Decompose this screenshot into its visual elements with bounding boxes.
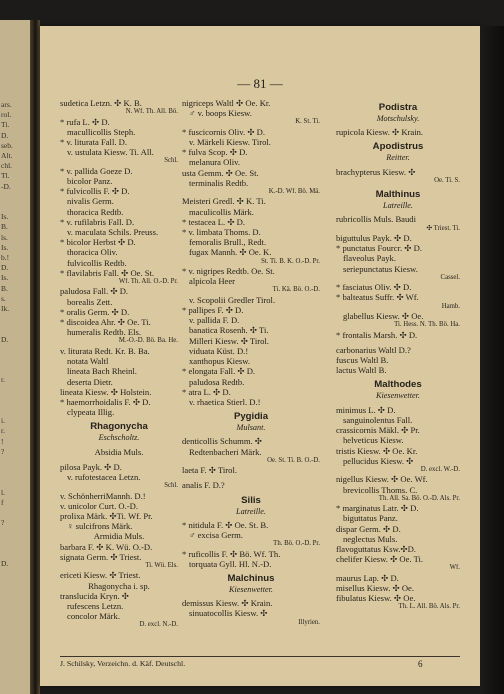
- species-entry: v. ustulata Kiesw. Ti. All.: [67, 147, 154, 158]
- locality-note: ✣ Triest. Ti.: [426, 224, 460, 232]
- subgenus-heading: Absidia Muls.: [94, 446, 144, 457]
- species-entry: * v. rufilabris Fall. D.: [60, 216, 135, 227]
- prev-page-fragment: Is.: [1, 212, 9, 222]
- species-entry: * flavilabris Fall. ✣ Oe. St.: [60, 267, 155, 278]
- locality-note: Schl.: [164, 482, 178, 490]
- species-entry: * punctatus Fourcr. ✣ D.: [336, 243, 422, 254]
- genus-heading: Malchinus: [227, 572, 275, 584]
- species-entry: fulvicollis Redtb.: [67, 257, 127, 268]
- species-entry: glabellus Kiesw. ✣ Oe.: [343, 311, 424, 322]
- species-entry: demissus Kiesw. ✣ Krain.: [182, 598, 273, 609]
- species-entry: brevicollis Thoms. C.: [343, 484, 418, 495]
- species-entry: torquata Gyll. Hl. N.-D.: [189, 558, 272, 569]
- species-entry: fibulatus Kiesw. ✣ Oe.: [336, 593, 416, 604]
- species-entry: biguttatus Panz.: [343, 513, 398, 524]
- species-entry: barbara F. ✣ K. Wü. O.-D.: [60, 541, 153, 552]
- species-entry: rupicola Kiesw. ✣ Krain.: [336, 127, 424, 138]
- species-entry: pilosa Payk. ✣ D.: [60, 461, 122, 472]
- species-entry: clypeata Illig.: [67, 407, 115, 418]
- prev-page-fragment: D.: [1, 263, 9, 273]
- prev-page-fragment: seb.: [1, 140, 13, 150]
- genus-heading: Pygidia: [233, 411, 269, 423]
- species-entry: misellus Kiesw. ✣ Oe.: [336, 582, 415, 593]
- locality-note: Ti. Wü. Els.: [145, 561, 178, 569]
- species-entry: Milleri Kiesw. ✣ Tirol.: [189, 335, 269, 346]
- species-entry: * oralis Germ. ✣ D.: [60, 306, 130, 317]
- species-entry: sanguinolentus Fall.: [343, 414, 413, 425]
- locality-note: D. excl. W.-D.: [420, 465, 460, 473]
- species-entry: v. rufotestacea Letzn.: [67, 471, 141, 482]
- subgenus-heading: Rhagonycha i. sp.: [88, 580, 150, 591]
- species-entry: brachypterus Kiesw. ✣: [336, 166, 416, 177]
- species-entry: signata Germ. ✣ Triest.: [60, 551, 142, 562]
- species-entry: nigriceps Waltl ✣ Oe. Kr.: [182, 98, 271, 108]
- prev-page-fragment: ?: [1, 518, 5, 528]
- locality-note: Oe. St. Ti. B. O.-D.: [267, 456, 320, 464]
- genus-heading: Malthodes: [374, 379, 422, 391]
- species-entry: paludosa Redtb.: [189, 376, 245, 387]
- species-entry: * fulvicollis F. ✣ D.: [60, 186, 130, 197]
- species-entry: lactus Waltl B.: [336, 365, 387, 376]
- locality-note: Oe. Ti. S.: [434, 176, 460, 184]
- species-entry: minimus L. ✣ D.: [336, 404, 396, 415]
- locality-note: D. excl. N.-D.: [139, 621, 178, 629]
- prev-page-fragment: Is.: [1, 273, 9, 283]
- species-entry: v. pallida F. D.: [189, 315, 240, 326]
- species-entry: * pallipes F. ✣ D.: [182, 305, 244, 316]
- species-entry: ericeti Kiesw. ✣ Triest.: [60, 570, 141, 581]
- species-column-3: [336, 98, 460, 612]
- genus-author: Motschulsky.: [376, 114, 420, 123]
- prev-page-fragment: i.: [1, 416, 5, 426]
- subgenus-heading: Armidia Muls.: [93, 531, 145, 542]
- genus-author: Mulsant.: [236, 423, 266, 433]
- species-entry: laeta F. ✣ Tirol.: [182, 465, 237, 476]
- locality-note: Ti. Kä. Bö. O.-D.: [272, 286, 320, 294]
- species-entry: bicolor Panz.: [67, 176, 113, 187]
- species-entry: * ruficollis F. ✣ Bö. Wf. Th.: [182, 548, 281, 559]
- species-entry: notata Waltl: [67, 356, 109, 367]
- locality-note: Wf.: [449, 564, 460, 572]
- prev-page-fragment: r.: [1, 375, 5, 385]
- species-entry: lineata Bach Rheinl.: [67, 366, 137, 377]
- species-entry: melanura Oliv.: [189, 157, 240, 168]
- species-entry: * v. nigripes Redtb. Oe. St.: [182, 266, 275, 277]
- species-entry: sudetica Letzn. ✣ K. B.: [60, 98, 142, 108]
- genus-heading: Malthinus: [375, 189, 421, 201]
- footer-rule: [60, 656, 460, 657]
- species-entry: prolixa Märk. ✣Ti. Wf. Pr.: [60, 510, 153, 521]
- genus-author: Kiesenwetter.: [229, 584, 273, 594]
- genus-author: Kiesenwetter.: [376, 391, 420, 401]
- species-entry: fugax Mannh. ✣ Oe. K.: [189, 247, 272, 258]
- genus-author: Eschscholtz.: [98, 433, 140, 443]
- species-column-1: [60, 98, 178, 630]
- prev-page-fragment: Tl.: [1, 171, 10, 181]
- prev-page-fragment: Ti.: [1, 120, 10, 130]
- species-entry: translucida Kryn. ✣: [60, 590, 130, 601]
- species-entry: nivalis Germ.: [67, 196, 114, 207]
- species-entry: biguttulus Payk. ✣ D.: [336, 233, 412, 244]
- species-entry: * nitidula F. ✣ Oe. St. B.: [182, 519, 269, 530]
- species-entry: flaveolus Payk.: [343, 253, 396, 264]
- species-entry: xanthopus Kiesw.: [189, 356, 251, 367]
- locality-note: K.-D. Wf. Bö. Mä.: [268, 188, 320, 196]
- species-entry: * balteatus Suffr. ✣ Wf.: [336, 292, 419, 303]
- species-entry: dispar Germ. ✣ D.: [336, 523, 401, 534]
- species-entry: * atra L. ✣ D.: [182, 386, 231, 397]
- locality-note: Ti. Hess. N. Th. Bö. Ha.: [394, 321, 460, 329]
- locality-note: Hamb.: [441, 302, 460, 310]
- prev-page-fragment: B.: [1, 283, 8, 293]
- prev-page-fragment: B.: [1, 222, 8, 232]
- species-entry: * fasciatus Oliv. ✣ D.: [336, 282, 412, 293]
- locality-note: Th. Bö. O.-D. Pr.: [273, 540, 320, 548]
- prev-page-fragment: Alt.: [1, 151, 13, 160]
- prev-page-fragment: l.: [1, 487, 5, 497]
- genus-heading: Silis: [241, 494, 261, 506]
- species-entry: seriepunctatus Kiesw.: [343, 263, 418, 274]
- species-entry: borealis Zett.: [67, 296, 113, 307]
- species-entry: maculicollis Märk.: [189, 206, 254, 217]
- genus-author: Reitter.: [386, 153, 410, 163]
- species-entry: * frontalis Marsh. ✣ D.: [336, 329, 418, 340]
- species-entry: crassicornis Mäkl. ✣ Pr.: [336, 425, 420, 436]
- prev-page-fragment: ls.: [1, 232, 8, 242]
- species-entry: neglectus Muls.: [343, 533, 398, 544]
- prev-page-fragment: f: [1, 497, 4, 507]
- species-entry: v. Scopolii Gredler Tirol.: [189, 294, 276, 305]
- species-entry: Redtenbacheri Märk.: [189, 446, 262, 457]
- species-entry: humeralis Redtb. Els.: [67, 327, 141, 338]
- prev-page-fragment: D.: [1, 559, 9, 568]
- prev-page-fragment: !: [1, 436, 4, 446]
- prev-page-fragment: Is.: [1, 242, 9, 252]
- species-entry: v. unicolor Curt. O.-D.: [60, 500, 138, 511]
- species-entry: * rufa L. ✣ D.: [60, 116, 110, 127]
- species-entry: ♀ sulcifrons Märk.: [67, 521, 133, 532]
- locality-note: Wf. Th. All. O.-D. Pr.: [118, 278, 178, 286]
- prev-page-fragment: b.!: [1, 253, 10, 262]
- species-entry: * v. limbata Thoms. D.: [182, 227, 261, 238]
- species-entry: chelifer Kiesw. ✣ Oe. Ti.: [336, 554, 424, 565]
- species-entry: * marginatus Latr. ✣ D.: [336, 503, 419, 514]
- species-entry: v. rhaetica Stierl. D.!: [189, 396, 261, 407]
- prev-page-fragment: s.: [1, 293, 6, 303]
- species-entry: flavoguttatus Ksw.✣D.: [336, 543, 416, 554]
- species-column-2: [182, 98, 320, 627]
- prev-page-fragment: rol.: [1, 110, 12, 120]
- species-entry: * haemorrhoidalis F. ✣ D.: [60, 396, 151, 407]
- background-edge: [480, 26, 504, 694]
- species-entry: Meisteri Gredl. ✣ K. Ti.: [182, 196, 266, 207]
- species-entry: nigellus Kiesw. ✣ Oe. Wf.: [336, 474, 428, 485]
- prev-page-fragment: -D.: [1, 181, 11, 191]
- species-entry: rufescens Letzn.: [67, 600, 124, 611]
- genus-heading: Podistra: [378, 102, 418, 113]
- species-entry: concolor Märk.: [67, 611, 120, 622]
- previous-page-edge: [0, 20, 30, 694]
- species-entry: tristis Kiesw. ✣ Oe. Kr.: [336, 445, 418, 456]
- locality-note: Schl.: [164, 157, 178, 165]
- species-entry: usta Gemm. ✣ Oe. St.: [182, 167, 259, 178]
- species-entry: v. liturata Redt. Kr. B. Ba.: [60, 345, 150, 356]
- locality-note: Th. All. Sa. Bö. O.-D. Als. Pr.: [378, 494, 460, 502]
- species-entry: fuscus Waltl B.: [336, 355, 389, 366]
- species-entry: * fulva Scop. ✣ D.: [182, 147, 248, 158]
- species-entry: * v. pallida Goeze D.: [60, 165, 133, 176]
- footer-text: J. Schilsky, Verzeichn. d. Käf. Deutschl.: [60, 659, 186, 668]
- genus-heading: Rhagonycha: [90, 421, 148, 433]
- prev-page-fragment: ?: [1, 446, 5, 456]
- locality-note: Illyrien.: [298, 618, 320, 626]
- prev-page-fragment: D.: [1, 130, 9, 140]
- species-entry: * testacea L. ✣ D.: [182, 216, 246, 227]
- species-entry: sinuatocollis Kiesw. ✣: [189, 608, 268, 619]
- species-entry: lineata Kiesw. ✣ Holstein.: [60, 386, 152, 397]
- prev-page-fragment: D.: [1, 334, 9, 344]
- prev-page-fragment: ars.: [1, 100, 12, 109]
- signature-mark: 6: [418, 659, 423, 669]
- species-entry: denticollis Schumm. ✣: [182, 436, 263, 447]
- prev-page-fragment: Ik.: [1, 304, 10, 313]
- species-entry: * fuscicornis Oliv. ✣ D.: [182, 126, 266, 137]
- species-entry: rubricollis Muls. Baudi: [336, 214, 416, 225]
- species-entry: thoracica Redtb.: [67, 206, 124, 217]
- species-entry: * v. liturata Fall. D.: [60, 137, 127, 148]
- species-entry: macullicollis Steph.: [67, 126, 136, 137]
- species-entry: ♂ v. boops Kiesw.: [189, 108, 252, 119]
- locality-note: Th. L. All. Bö. Als. Pr.: [398, 603, 460, 611]
- species-entry: alpicola Heer: [189, 276, 236, 287]
- locality-note: K. St. Ti.: [295, 118, 320, 126]
- species-entry: terminalis Redtb.: [189, 177, 249, 188]
- species-entry: viduata Küst. D.!: [189, 345, 249, 356]
- locality-note: M.-O.-D. Bö. Ba. He.: [118, 337, 178, 345]
- species-entry: deserta Dietr.: [67, 376, 113, 387]
- species-entry: v. maculata Schils. Preuss.: [67, 227, 159, 238]
- page-number: — 81 —: [237, 76, 283, 91]
- species-entry: v. Märkeli Kiesw. Tirol.: [189, 137, 271, 148]
- genus-heading: Apodistrus: [372, 141, 424, 153]
- genus-author: Latreille.: [383, 201, 413, 211]
- locality-note: St. Ti. B. K. O.-D. Pr.: [261, 257, 320, 265]
- species-entry: carbonarius Waltl D.?: [336, 344, 411, 355]
- species-entry: v. SchönherriMannh. D.!: [60, 490, 146, 501]
- species-entry: ♂ excisa Germ.: [189, 529, 243, 540]
- species-entry: * elongata Fall. ✣ D.: [182, 366, 256, 377]
- species-entry: * discoidea Ahr. ✣ Oe. Ti.: [60, 317, 151, 328]
- book-page: [40, 26, 480, 686]
- genus-author: Latreille.: [236, 506, 266, 516]
- species-entry: helveticus Kiesw.: [343, 435, 404, 446]
- prev-page-fragment: chl.: [1, 161, 13, 171]
- book-gutter: [30, 20, 40, 694]
- species-entry: maurus Lap. ✣ D.: [336, 572, 399, 583]
- locality-note: Cassel.: [440, 273, 460, 281]
- species-entry: banatica Rosenh. ✣ Ti.: [189, 325, 269, 336]
- species-entry: pellucidus Kiesw. ✣: [343, 455, 414, 466]
- species-entry: thoracica Oliv.: [67, 247, 118, 258]
- species-entry: analis F. D.?: [182, 480, 225, 491]
- prev-page-fragment: r.: [1, 426, 5, 436]
- species-entry: femoralis Brull., Redt.: [189, 237, 267, 248]
- locality-note: N. Wf. Th. All. Bö.: [125, 108, 178, 116]
- species-entry: * bicolor Herbst ✣ D.: [60, 237, 136, 248]
- species-entry: paludosa Fall. ✣ D.: [60, 286, 129, 297]
